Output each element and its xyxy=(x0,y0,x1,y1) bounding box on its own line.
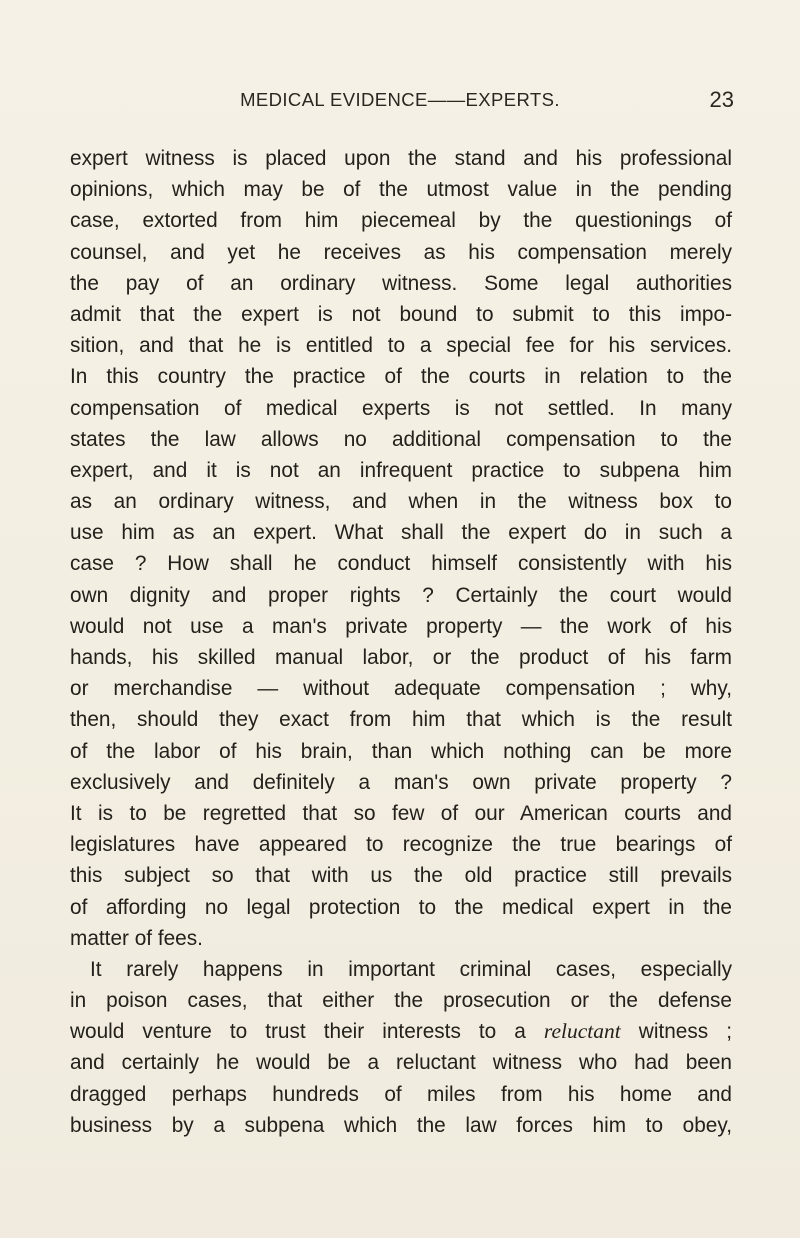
text-line: It rarely happens in important criminal cases, especially xyxy=(90,957,732,981)
text-line: case ? How shall he conduct himself consistently with his xyxy=(70,552,732,576)
running-head xyxy=(70,87,734,115)
text-line: admit that the expert is not bound to submit to this impo- xyxy=(70,302,732,326)
text-line: dragged perhaps hundreds of miles from his home and xyxy=(70,1082,732,1106)
text-line: of affording no legal protection to the medical expert in the xyxy=(70,895,732,919)
paragraph-1 xyxy=(70,143,732,954)
text-line: and certainly he would be a reluctant witness who had been xyxy=(70,1051,732,1075)
italic-word: reluctant xyxy=(543,1019,621,1044)
text-line: expert, and it is not an infrequent practice to subpena him xyxy=(70,458,732,482)
text-line: hands, his skilled manual labor, or the product of his farm xyxy=(70,646,732,669)
text-line: states the law allows no additional compensation to the xyxy=(70,427,732,451)
page-number: 23 xyxy=(709,87,734,112)
text-line: business by a subpena which the law forces him to obey, xyxy=(70,1113,732,1137)
text-line: opinions, which may be of the utmost value in the pending xyxy=(70,178,732,202)
text-line: sition, and that he is entitled to a special fee for his services. xyxy=(70,334,732,358)
text-run: would venture to trust their interests to a xyxy=(70,1020,544,1044)
running-title: MEDICAL EVIDENCE——EXPERTS. xyxy=(240,89,560,110)
text-line: then, should they exact from him that which is the result xyxy=(70,708,732,732)
text-line: counsel, and yet he receives as his compensation merely xyxy=(70,240,732,264)
text-line: in poison cases, that either the prosecution or the defense xyxy=(70,989,732,1013)
text-line: In this country the practice of the courts in relation to the xyxy=(70,365,732,389)
text-line: the pay of an ordinary witness. Some legal authorities xyxy=(70,271,732,295)
text-line: as an ordinary witness, and when in the witness box to xyxy=(70,490,732,514)
text-line: exclusively and definitely a man's own private property ? xyxy=(70,770,732,794)
body-text xyxy=(70,143,732,1141)
text-run: witness ; xyxy=(620,1020,732,1044)
text-line: use him as an expert. What shall the expert do in such a xyxy=(70,521,732,545)
text-line: own dignity and proper rights ? Certainly the court would xyxy=(70,583,732,607)
text-line: or merchandise — without adequate compensation ; why, xyxy=(70,677,732,701)
text-line: case, extorted from him piecemeal by the questionings of xyxy=(70,209,732,233)
text-line: legislatures have appeared to recognize the true bearings of xyxy=(70,833,732,857)
text-line-with-italic xyxy=(70,1016,732,1047)
paragraph-2 xyxy=(70,954,732,1141)
text-line: this subject so that with us the old practice still prevails xyxy=(70,864,732,888)
text-line: It is to be regretted that so few of our American courts and xyxy=(70,801,732,825)
text-line: compensation of medical experts is not settled. In many xyxy=(70,396,732,420)
text-line: would not use a man's private property — the work of his xyxy=(70,614,732,638)
text-line: of the labor of his brain, than which nothing can be more xyxy=(70,739,732,763)
text-line: expert witness is placed upon the stand and his professional xyxy=(70,147,732,170)
text-line: matter of fees. xyxy=(70,926,203,950)
